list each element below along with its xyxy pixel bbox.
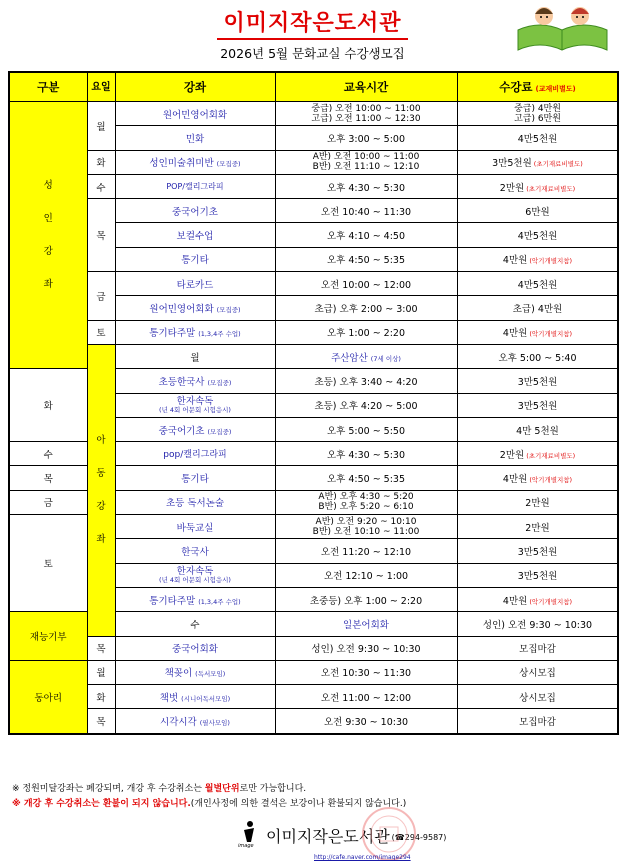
notice-block	[12, 782, 406, 812]
time-cell: A반) 오전 10:00 ~ 11:00 B반) 오전 11:10 ~ 12:10	[275, 150, 457, 174]
time-cell: 오전 11:00 ~ 12:00	[275, 685, 457, 709]
table-row	[9, 199, 618, 223]
library-logo-icon	[234, 818, 264, 848]
course-name: POP/캘리그라피	[115, 174, 275, 198]
category-adult: 성 인 강 좌	[9, 102, 87, 369]
day-cell: 목	[9, 466, 87, 490]
table-row	[9, 272, 618, 296]
table-header-row	[9, 72, 618, 102]
time-cell: 오후 5:00 ~ 5:40	[457, 344, 618, 368]
fee-cell: 중급) 4만원 고급) 6만원	[457, 102, 618, 126]
time-cell: 오후 3:00 ~ 5:00	[275, 126, 457, 150]
course-name: 초등 독서논술	[115, 490, 275, 514]
fee-cell: 3만5천원	[457, 393, 618, 417]
fee-cell: 모집마감	[457, 709, 618, 734]
course-name: 원어민영어회화	[115, 102, 275, 126]
day-cell: 월	[87, 102, 115, 151]
header-day: 요일	[87, 72, 115, 102]
header-time: 교육시간	[275, 72, 457, 102]
day-cell: 목	[87, 636, 115, 660]
header-course: 강좌	[115, 72, 275, 102]
table-row	[9, 636, 618, 660]
time-cell: 오후 4:50 ~ 5:35	[275, 247, 457, 271]
fee-cell: 2만원	[457, 515, 618, 539]
time-cell: 성인) 오전 9:30 ~ 10:30	[457, 612, 618, 636]
course-name: 한자속독 (년 4회 어문회 시험응시)	[115, 563, 275, 587]
library-name: 이미지작은도서관	[266, 827, 390, 846]
day-cell: 화	[9, 369, 87, 442]
page-subtitle: 2026년 5월 문화교실 수강생모집	[220, 46, 405, 61]
table-row	[9, 685, 618, 709]
fee-cell: 3만5천원	[457, 369, 618, 393]
day-cell: 토	[87, 320, 115, 344]
fee-cell: 상시모집	[457, 660, 618, 684]
header-fee: 수강료 (교재비별도)	[457, 72, 618, 102]
schedule-table	[8, 71, 619, 735]
course-name: 책꽂이 (독서모임)	[115, 660, 275, 684]
time-cell: 초중등) 오후 1:00 ~ 2:20	[275, 587, 457, 611]
time-cell: 초급) 오후 2:00 ~ 3:00	[275, 296, 457, 320]
table-row	[9, 660, 618, 684]
course-name: 책벗 (시니어독서모임)	[115, 685, 275, 709]
table-row	[9, 174, 618, 198]
course-name: 중국어회화	[115, 636, 275, 660]
course-name: 바둑교실	[115, 515, 275, 539]
course-name: 초등한국사 (모집중)	[115, 369, 275, 393]
table-row	[9, 344, 618, 368]
table-row	[9, 102, 618, 126]
course-name: pop/캘리그라피	[115, 442, 275, 466]
cafe-url-link[interactable]: http://cafe.naver.com/image294	[314, 854, 411, 861]
day-cell: 금	[87, 272, 115, 321]
category-talent: 재능기부	[9, 612, 87, 661]
fee-cell: 상시모집	[457, 685, 618, 709]
fee-cell: 2만원 (초기재료비별도)	[457, 442, 618, 466]
day-cell: 수	[87, 174, 115, 198]
time-cell: 성인) 오전 9:30 ~ 10:30	[275, 636, 457, 660]
day-cell: 월	[115, 344, 275, 368]
course-name: 주산암산 (7세 이상)	[275, 344, 457, 368]
fee-cell: 4만5천원	[457, 272, 618, 296]
fee-cell: 4만원 (악기개별지참)	[457, 466, 618, 490]
svg-text:image: image	[238, 843, 254, 848]
notice-line-2: ※ 개강 후 수강취소는 환불이 되지 않습니다.(개인사정에 의한 결석은 보강이나 환불되지 않습니다.)	[12, 799, 407, 809]
page-title: 이미지작은도서관	[0, 6, 625, 40]
time-cell: 오전 10:40 ~ 11:30	[275, 199, 457, 223]
course-name: 시각시각 (필사모임)	[115, 709, 275, 734]
fee-cell: 4만원 (악기개별지참)	[457, 320, 618, 344]
course-name: 보컬수업	[115, 223, 275, 247]
table-row	[9, 150, 618, 174]
fee-cell: 3만5천원 (초기재료비별도)	[457, 150, 618, 174]
header-category: 구분	[9, 72, 87, 102]
course-name: 통기타주말 (1,3,4주 수업)	[115, 587, 275, 611]
day-cell: 토	[9, 515, 87, 612]
fee-cell: 4만5천원	[457, 126, 618, 150]
course-name: 중국어기초 (모집중)	[115, 417, 275, 441]
day-cell: 목	[87, 709, 115, 734]
course-name: 한자속독 (년 4회 어문회 시험응시)	[115, 393, 275, 417]
course-name: 통기타	[115, 247, 275, 271]
time-cell: 오후 1:00 ~ 2:20	[275, 320, 457, 344]
fee-cell: 모집마감	[457, 636, 618, 660]
time-cell: 중급) 오전 10:00 ~ 11:00 고급) 오전 11:00 ~ 12:30	[275, 102, 457, 126]
day-cell: 화	[87, 685, 115, 709]
course-name: 통기타주말 (1,3,4주 수업)	[115, 320, 275, 344]
course-name: 일본어회화	[275, 612, 457, 636]
course-name: 중국어기초	[115, 199, 275, 223]
course-name: 원어민영어회화 (모집중)	[115, 296, 275, 320]
time-cell: 오전 12:10 ~ 1:00	[275, 563, 457, 587]
course-name: 타로카드	[115, 272, 275, 296]
time-cell: 오전 9:30 ~ 10:30	[275, 709, 457, 734]
fee-cell: 2만원	[457, 490, 618, 514]
table-row	[9, 320, 618, 344]
day-cell: 월	[87, 660, 115, 684]
open-book-children-illustration	[510, 0, 615, 52]
day-cell: 수	[9, 442, 87, 466]
time-cell: A반) 오후 4:30 ~ 5:20 B반) 오후 5:20 ~ 6:10	[275, 490, 457, 514]
time-cell: 오후 4:30 ~ 5:30	[275, 442, 457, 466]
fee-cell: 4만원 (악기개별지참)	[457, 247, 618, 271]
day-cell: 금	[9, 490, 87, 514]
fee-cell: 3만5천원	[457, 563, 618, 587]
fee-cell: 3만5천원	[457, 539, 618, 563]
time-cell: 초등) 오후 4:20 ~ 5:00	[275, 393, 457, 417]
fee-cell: 6만원	[457, 199, 618, 223]
fee-cell: 초급) 4만원	[457, 296, 618, 320]
fee-cell: 4만5천원	[457, 223, 618, 247]
time-cell: 오후 5:00 ~ 5:50	[275, 417, 457, 441]
time-cell: 초등) 오후 3:40 ~ 4:20	[275, 369, 457, 393]
fee-cell: 2만원 (초기재료비별도)	[457, 174, 618, 198]
fee-cell: 4만 5천원	[457, 417, 618, 441]
course-name: 민화	[115, 126, 275, 150]
time-cell: A반) 오전 9:20 ~ 10:10 B반) 오전 10:10 ~ 11:00	[275, 515, 457, 539]
time-cell: 오전 10:30 ~ 11:30	[275, 660, 457, 684]
category-club: 동아리	[9, 660, 87, 733]
time-cell: 오후 4:50 ~ 5:35	[275, 466, 457, 490]
library-phone: (☎294-9587)	[391, 833, 447, 842]
notice-line-1: ※ 정원미달강좌는 폐강되며, 개강 후 수강취소는 월별단위로만 가능합니다.	[12, 784, 307, 794]
fee-cell: 4만원 (악기개별지참)	[457, 587, 618, 611]
course-name: 통기타	[115, 466, 275, 490]
course-name: 성인미술취미반 (모집중)	[115, 150, 275, 174]
time-cell: 오후 4:10 ~ 4:50	[275, 223, 457, 247]
table-row	[9, 709, 618, 734]
day-cell: 화	[87, 150, 115, 174]
course-name: 한국사	[115, 539, 275, 563]
time-cell: 오전 11:20 ~ 12:10	[275, 539, 457, 563]
day-cell: 수	[115, 612, 275, 636]
time-cell: 오후 4:30 ~ 5:30	[275, 174, 457, 198]
time-cell: 오전 10:00 ~ 12:00	[275, 272, 457, 296]
day-cell: 목	[87, 199, 115, 272]
category-child: 아 동 강 좌	[87, 344, 115, 636]
